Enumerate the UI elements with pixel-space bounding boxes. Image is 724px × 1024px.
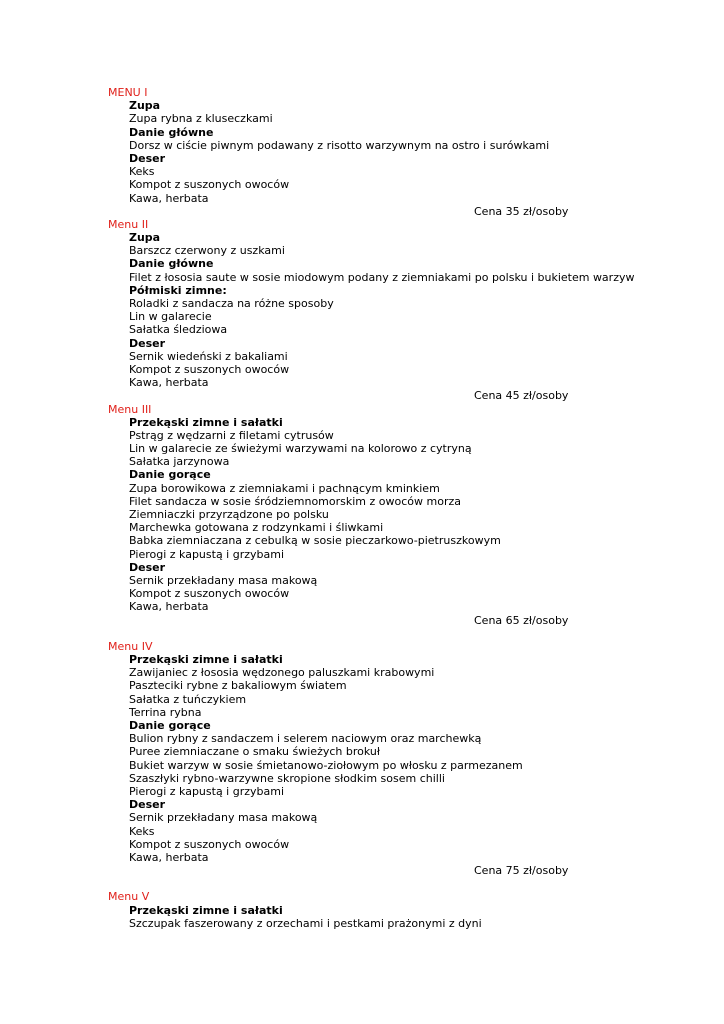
section-heading: Danie gorące [129,719,211,732]
menu-section [108,561,724,614]
section-heading: Przekąski zimne i sałatki [129,653,283,667]
menu-section [108,468,724,560]
dish-item: Szaszłyki rybno-warzywne skropione słodkim sosem chilli [129,771,445,785]
section-heading: Danie główne [129,125,214,139]
menu-section [108,284,724,337]
dish-item: Filet sandacza w sosie śródziemnomorskim z owoców morza [129,494,462,508]
menu-price: Cena 65 zł/osoby [474,613,569,627]
menu-section [108,416,724,469]
document-body [108,86,724,930]
dish-item: Kompot z suszonych owoców [129,362,290,376]
dish-item: Zupa borowikowa z ziemniakami i pachnącym kminkiem [129,481,440,495]
dish-item: Zupa rybna z kluseczkami [129,112,273,126]
dish-item: Babka ziemniaczana z cebulką w sosie pieczarkowo-pietruszkowym [129,534,501,548]
dish-item: Kawa, herbata [129,376,209,390]
menu-title: MENU I [108,86,148,99]
dish-item: Sałatka z tuńczykiem [129,692,247,706]
dish-item: Roladki z sandacza na różne sposoby [129,297,334,310]
section-heading: Deser [129,151,166,165]
menu-section [108,99,724,125]
menu-title: Menu IV [108,639,153,653]
menu-title: Menu III [108,402,152,416]
section-heading: Deser [129,798,166,812]
menu-section [108,257,724,283]
section-heading: Półmiski zimne: [129,283,227,297]
dish-item: Kompot z suszonych owoców [129,178,290,192]
dish-item: Sałatka jarzynowa [129,455,230,469]
dish-item: Sernik przekładany masa makową [129,811,318,825]
menu-block [108,218,724,403]
section-heading: Przekąski zimne i sałatki [129,903,283,917]
menu-section [108,337,724,390]
section-heading: Zupa [129,99,161,113]
menu-section [108,126,724,152]
section-heading: Danie główne [129,257,214,271]
dish-item: Sałatka śledziowa [129,323,228,337]
menu-price: Cena 35 zł/osoby [474,204,569,218]
dish-item: Lin w galarecie ze świeżymi warzywami na kolorowo z cytryną [129,442,472,456]
dish-item: Keks [129,824,155,838]
dish-item: Paszteciki rybne z bakaliowym światem [129,679,347,693]
menu-block [108,640,724,877]
menu-section [108,798,724,864]
menu-section [108,152,724,205]
dish-item: Pierogi z kapustą i grzybami [129,784,285,798]
menu-block [108,86,724,218]
dish-item: Kawa, herbata [129,600,209,614]
menu-section [108,231,724,257]
dish-item: Zawijaniec z łososia wędzonego paluszkami krabowymi [129,666,435,680]
dish-item: Pstrąg z wędzarni z filetami cytrusów [129,428,334,442]
dish-item: Ziemniaczki przyrządzone po polsku [129,508,329,521]
menu-title: Menu V [108,890,150,904]
dish-item: Lin w galarecie [129,310,212,324]
dish-item: Szczupak faszerowany z orzechami i pestkami prażonymi z dyni [129,916,482,930]
dish-item: Bukiet warzyw w sosie śmietanowo-ziołowym po włosku z parmezanem [129,758,523,772]
menu-section [108,653,724,719]
menu-section [108,904,724,930]
dish-item: Barszcz czerwony z uszkami [129,244,285,258]
dish-item: Kompot z suszonych owoców [129,587,290,601]
dish-item: Sernik przekładany masa makową [129,573,318,587]
menu-price: Cena 75 zł/osoby [474,864,569,878]
dish-item: Kawa, herbata [129,191,209,205]
dish-item: Sernik wiedeński z bakaliami [129,349,288,363]
dish-item: Marchewka gotowana z rodzynkami i śliwkami [129,521,384,535]
menu-price: Cena 45 zł/osoby [474,389,569,403]
dish-item: Filet z łososia saute w sosie miodowym podany z ziemniakami po polsku i bukietem warzyw [129,270,635,284]
menu-section [108,719,724,798]
dish-item: Kawa, herbata [129,850,209,864]
section-heading: Deser [129,336,166,350]
section-heading: Deser [129,560,166,574]
section-heading: Przekąski zimne i sałatki [129,415,283,429]
menu-block [108,403,724,627]
dish-item: Puree ziemniaczane o smaku świeżych brokuł [129,745,380,759]
dish-item: Bulion rybny z sandaczem i selerem naciowym oraz marchewką [129,732,482,746]
dish-item: Dorsz w ciście piwnym podawany z risotto warzywnym na ostro i surówkami [129,138,550,152]
menu-title: Menu II [108,217,149,231]
dish-item: Terrina rybna [129,705,202,719]
menu-block [108,890,724,930]
section-heading: Danie gorące [129,468,211,482]
section-heading: Zupa [129,231,161,245]
dish-item: Kompot z suszonych owoców [129,837,290,851]
dish-item: Keks [129,165,155,179]
dish-item: Pierogi z kapustą i grzybami [129,547,285,561]
